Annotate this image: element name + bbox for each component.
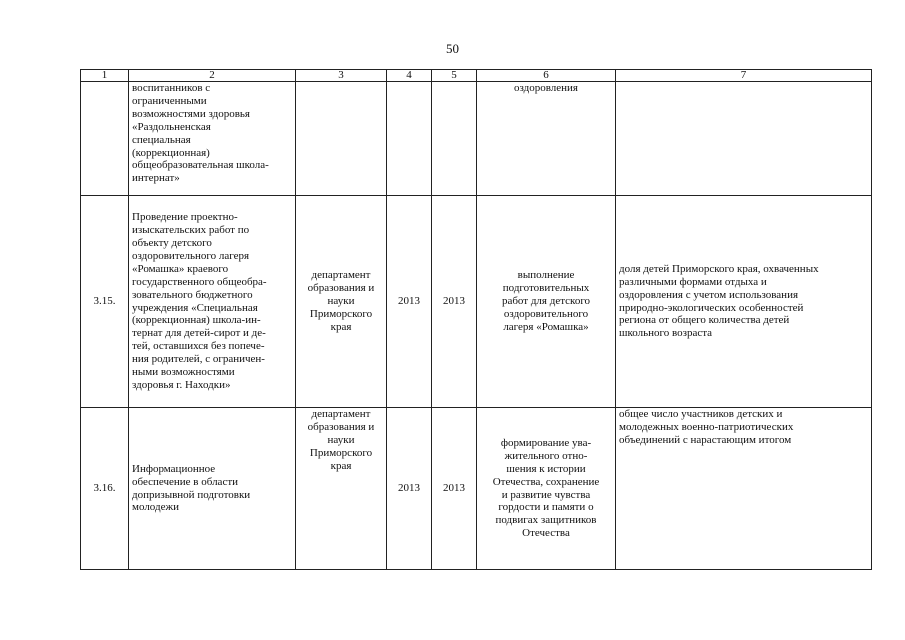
text-line: (коррекционная) [132, 146, 210, 159]
text-line: Информационное [132, 462, 216, 475]
text-line: Приморского [309, 446, 373, 459]
text-line: общее число участников детских и [619, 408, 783, 420]
column-header: 7 [616, 70, 872, 82]
text-line: возможностями здоровья [132, 107, 250, 120]
text-line: ными возможностями [132, 366, 235, 379]
text-line: образования и [307, 282, 375, 295]
row-number-cell [81, 82, 129, 196]
text-line: (коррекционная) школа-ин- [132, 314, 261, 327]
text-line: доля детей Приморского края, охваченных [619, 262, 819, 275]
year-end-cell: 2013 [432, 196, 477, 408]
text-line: общеобразовательная школа- [132, 159, 269, 172]
text-line: и развитие чувства [501, 488, 591, 501]
text-line: Отечества, сохранение [492, 475, 600, 488]
text-line: «Раздольненская [132, 120, 211, 133]
text-line: ограниченными [132, 94, 207, 107]
text-line: подвигах защитников [495, 514, 597, 527]
column-header: 2 [129, 70, 296, 82]
text-line: зовательного бюджетного [132, 288, 253, 301]
year-end-cell: 2013 [432, 408, 477, 570]
column-header: 6 [477, 70, 616, 82]
result-cell [477, 196, 616, 408]
text-line: объединений с нарастающим итогом [619, 433, 792, 446]
text-line: формирование ува- [500, 436, 592, 449]
text-line: науки [327, 433, 355, 446]
column-header: 3 [296, 70, 387, 82]
text-line: оздоровительного [503, 307, 589, 320]
text-line: «Ромашка» краевого [132, 262, 229, 275]
row-number-cell: 3.15. [81, 196, 129, 408]
result-cell [477, 408, 616, 570]
text-line: науки [327, 295, 355, 308]
program-table [80, 69, 872, 570]
text-line: допризывной подготовки [132, 488, 251, 501]
text-line: работ для детского [501, 295, 591, 308]
executor-cell [296, 196, 387, 408]
indicator-cell [616, 196, 872, 408]
text-line: тернат для детей-сирот и де- [132, 327, 266, 340]
text-line: департамент [311, 269, 371, 282]
text-line: здоровья г. Находки» [132, 378, 231, 391]
text-line: интернат» [132, 172, 180, 185]
text-line: выполнение [517, 269, 575, 282]
text-line: молодежи [132, 501, 179, 514]
executor-cell [296, 408, 387, 570]
year-start-cell: 2013 [387, 408, 432, 570]
row-number-cell: 3.16. [81, 408, 129, 570]
text-line: подготовительных [502, 282, 590, 295]
column-header: 5 [432, 70, 477, 82]
text-line: региона от общего количества детей [619, 314, 790, 327]
text-line: специальная [132, 133, 191, 146]
text-line: жительного отно- [504, 449, 588, 462]
text-line: государственного общеобра- [132, 275, 267, 288]
text-line: оздоровительного лагеря [132, 249, 250, 262]
text-line: воспитанников с [132, 82, 211, 94]
text-line: школьного возраста [619, 327, 713, 340]
indicator-cell [616, 82, 872, 196]
text-line: объекту детского [132, 236, 212, 249]
executor-cell [296, 82, 387, 196]
year-end-cell [432, 82, 477, 196]
text-line: края [330, 459, 352, 472]
measure-name-cell [129, 82, 296, 196]
text-line: образования и [307, 420, 375, 433]
column-header: 1 [81, 70, 129, 82]
text-line: Приморского [309, 307, 373, 320]
text-line: оздоровления [514, 82, 578, 94]
table-header-row [81, 70, 872, 82]
text-line: тей, оставшихся без попече- [132, 340, 265, 353]
text-line: края [330, 320, 352, 333]
text-line: гордости и памяти о [498, 501, 594, 514]
page-number: 50 [446, 41, 459, 56]
text-line: шения к истории [506, 462, 586, 475]
result-cell [477, 82, 616, 196]
text-line: различными формами отдыха и [619, 275, 767, 288]
text-line: обеспечение в области [132, 475, 239, 488]
text-line: департамент [311, 408, 371, 420]
year-start-cell: 2013 [387, 196, 432, 408]
table-row [81, 408, 872, 570]
table-row [81, 82, 872, 196]
text-line: молодежных военно-патриотических [619, 420, 794, 433]
text-line: изыскательских работ по [132, 224, 250, 237]
text-line: оздоровления с учетом использования [619, 288, 799, 301]
text-line: Отечества [522, 527, 570, 540]
measure-name-cell [129, 196, 296, 408]
column-header: 4 [387, 70, 432, 82]
table-row [81, 196, 872, 408]
text-line: лагеря «Ромашка» [503, 320, 589, 333]
measure-name-cell [129, 408, 296, 570]
text-line: природно-экологических особенностей [619, 301, 804, 314]
year-start-cell [387, 82, 432, 196]
indicator-cell [616, 408, 872, 570]
text-line: учреждения «Специальная [132, 301, 258, 314]
text-line: ния родителей, с ограничен- [132, 353, 265, 366]
text-line: Проведение проектно- [132, 211, 238, 224]
